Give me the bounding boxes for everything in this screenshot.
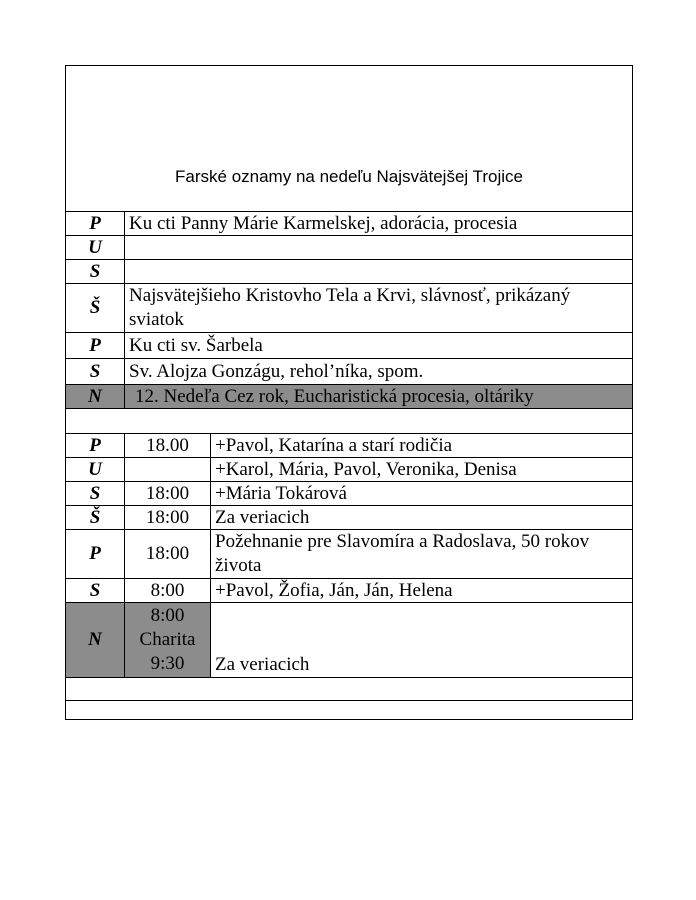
day-letter: U	[66, 458, 125, 482]
empty-row	[66, 701, 633, 720]
mass-time	[125, 458, 211, 482]
mass-intention: Za veriacich	[211, 603, 633, 678]
title-row	[66, 66, 633, 212]
day-letter: Š	[66, 284, 125, 333]
mass-intention: Za veriacich	[211, 506, 633, 530]
mass-time: 18:00	[125, 506, 211, 530]
mass-time: 9:30	[150, 653, 185, 674]
calendar-row	[66, 284, 633, 333]
mass-intention: +Mária Tokárová	[211, 482, 633, 506]
calendar-text	[125, 236, 633, 260]
day-letter: N	[66, 385, 125, 409]
calendar-text: Najsvätejšieho Kristovho Tela a Krvi, slávnosť, prikázaný sviatok	[125, 284, 633, 333]
calendar-text	[125, 260, 633, 284]
calendar-row	[66, 333, 633, 359]
day-letter: P	[66, 333, 125, 359]
mass-time: 8:00	[150, 605, 185, 626]
day-letter: N	[66, 603, 125, 678]
day-letter: P	[66, 212, 125, 236]
calendar-row	[66, 236, 633, 260]
calendar-row-sunday	[66, 385, 633, 409]
mass-intention: +Pavol, Katarína a starí rodičia	[211, 434, 633, 458]
day-letter: P	[66, 530, 125, 579]
mass-time: 8:00	[125, 579, 211, 603]
empty-row	[66, 678, 633, 701]
mass-note: Charita	[139, 629, 196, 650]
mass-row	[66, 434, 633, 458]
mass-row	[66, 482, 633, 506]
day-letter: S	[66, 260, 125, 284]
calendar-row	[66, 260, 633, 284]
mass-time: 18:00	[125, 482, 211, 506]
day-letter: U	[66, 236, 125, 260]
calendar-text: Sv. Alojza Gonzágu, reholʼníka, spom.	[125, 359, 633, 385]
spacer-row	[66, 409, 633, 434]
mass-row	[66, 579, 633, 603]
mass-row	[66, 458, 633, 482]
day-letter: S	[66, 579, 125, 603]
mass-intention: Požehnanie pre Slavomíra a Radoslava, 50 rokov života	[211, 530, 633, 579]
mass-time: 18.00	[125, 434, 211, 458]
sunday-times	[125, 603, 211, 678]
day-letter: P	[66, 434, 125, 458]
announcements-table	[65, 65, 633, 720]
calendar-text: 12. Nedeľa Cez rok, Eucharistická procesia, oltáriky	[125, 385, 633, 409]
day-letter: S	[66, 359, 125, 385]
mass-intention: +Pavol, Žofia, Ján, Ján, Helena	[211, 579, 633, 603]
mass-row	[66, 530, 633, 579]
calendar-text: Ku cti sv. Šarbela	[125, 333, 633, 359]
day-letter: S	[66, 482, 125, 506]
mass-intention: +Karol, Mária, Pavol, Veronika, Denisa	[211, 458, 633, 482]
calendar-row	[66, 212, 633, 236]
day-letter: Š	[66, 506, 125, 530]
mass-time: 18:00	[125, 530, 211, 579]
calendar-row	[66, 359, 633, 385]
page-title: Farské oznamy na nedeľu Najsvätejšej Trojice	[66, 66, 633, 212]
calendar-text: Ku cti Panny Márie Karmelskej, adorácia, procesia	[125, 212, 633, 236]
mass-row-sunday	[66, 603, 633, 678]
mass-row	[66, 506, 633, 530]
